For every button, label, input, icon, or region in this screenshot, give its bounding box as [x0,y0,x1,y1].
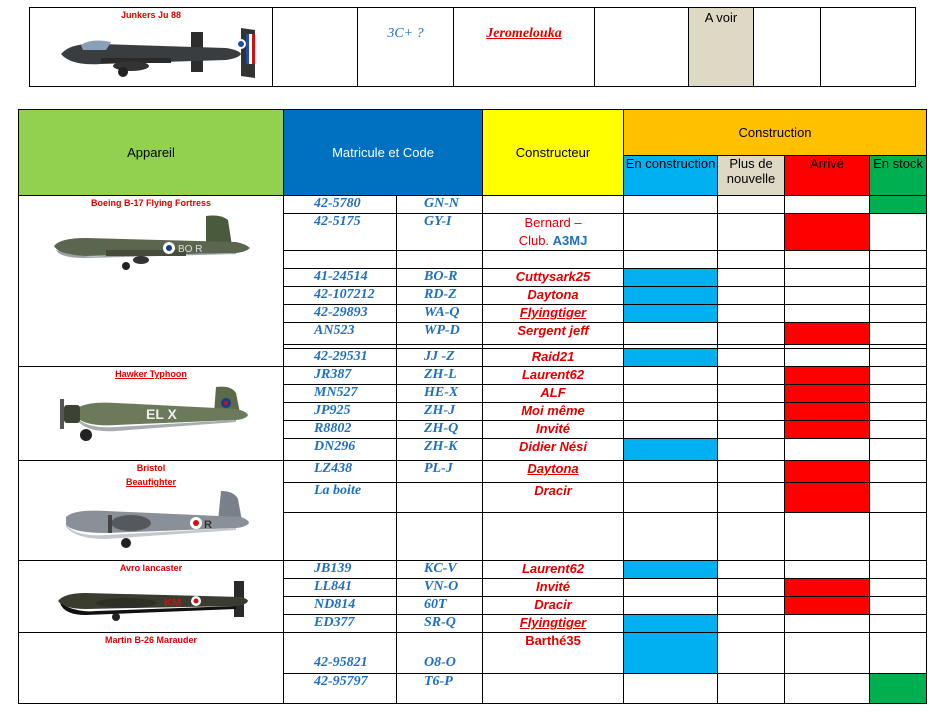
status-en-stock [870,597,927,615]
status-en-stock [870,251,927,269]
status-en-construction [624,251,718,269]
row-mat: LZ438 [284,461,397,483]
row-code: VN-O [397,579,483,597]
header-en-stock: En stock [870,156,927,196]
status-en-construction [624,323,718,345]
table-row [19,633,927,674]
top-builder: Jeromelouka [486,26,562,41]
builder-line-1: Bernard – [524,215,582,230]
b26-title: Martin B-26 Marauder [104,635,198,645]
status-arrive [785,421,870,439]
header-construction: Construction [624,110,927,156]
status-en-construction [624,269,718,287]
status-en-construction [624,196,718,214]
status-plus-de-nouvelle [718,251,785,269]
top-row-table [29,7,916,87]
status-arrive [785,323,870,345]
status-plus-de-nouvelle [718,367,785,385]
row-code: 60T [397,597,483,615]
junkers-cell [30,8,273,87]
header-matricule: Matricule et Code [284,110,483,196]
row-code: RD-Z [397,287,483,305]
row-builder: Sergent jeff [483,323,624,345]
status-plus-de-nouvelle [718,513,785,561]
row-builder: Daytona [483,287,624,305]
row-mat: 42-5175 [284,214,397,251]
builder-club: A3MJ [552,233,588,248]
status-plus-de-nouvelle [718,615,785,633]
row-builder: Didier Nési [483,439,624,461]
table-row [19,561,927,579]
b26-cell [19,633,284,704]
header-constructeur: Constructeur [483,110,624,196]
status-plus-de-nouvelle [718,561,785,579]
row-mat: R8802 [284,421,397,439]
status-plus-de-nouvelle [718,483,785,513]
row-code: O8-O [397,633,483,674]
row-code: ZH-K [397,439,483,461]
status-en-construction [624,403,718,421]
main-table [18,109,927,704]
status-plus-de-nouvelle [718,421,785,439]
status-en-construction [624,513,718,561]
typhoon-marking: EL X [146,406,177,422]
row-mat: AN523 [284,323,397,345]
row-mat [284,513,397,561]
status-plus-de-nouvelle [718,633,785,674]
row-mat: La boite [284,483,397,513]
status-en-construction [624,385,718,403]
status-plus-de-nouvelle [718,305,785,323]
row-builder: Invité [483,579,624,597]
b17-icon [46,210,256,280]
row-builder [483,251,624,269]
row-builder: Flyingtiger [483,305,624,323]
status-en-construction [624,367,718,385]
status-en-construction [624,461,718,483]
top-empty-1 [273,8,358,87]
status-arrive [785,461,870,483]
status-plus-de-nouvelle [718,196,785,214]
status-plus-de-nouvelle [718,323,785,345]
status-plus-de-nouvelle [718,269,785,287]
status-plus-de-nouvelle [718,674,785,704]
lancaster-icon [46,573,256,625]
status-plus-de-nouvelle [718,461,785,483]
typhoon-icon [46,379,256,449]
status-en-stock [870,579,927,597]
row-mat: 42-107212 [284,287,397,305]
row-builder: Daytona [483,461,624,483]
row-builder [483,513,624,561]
row-code: GY-I [397,214,483,251]
row-code: KC-V [397,561,483,579]
status-plus-de-nouvelle [718,403,785,421]
junkers-icon [41,20,261,80]
row-builder: ALF [483,385,624,403]
table-row [19,367,927,385]
row-code: ZH-L [397,367,483,385]
status-arrive [785,633,870,674]
b17-cell [19,196,284,367]
header-plus-de-nouvelle: Plus de nouvelle [718,156,785,196]
row-code: SR-Q [397,615,483,633]
status-plus-de-nouvelle [718,597,785,615]
row-code [397,251,483,269]
row-builder: Laurent62 [483,367,624,385]
status-arrive [785,615,870,633]
top-status: A voir [704,10,738,25]
table-row [19,461,927,483]
status-en-construction [624,305,718,323]
status-en-stock [870,439,927,461]
status-en-stock [870,483,927,513]
status-en-construction [624,421,718,439]
row-code [397,483,483,513]
status-en-stock [870,403,927,421]
status-arrive [785,513,870,561]
top-empty-3 [754,8,821,87]
status-arrive [785,597,870,615]
b17-marking: BO R [178,244,203,255]
row-code: BO-R [397,269,483,287]
status-en-stock [870,461,927,483]
top-empty-2 [595,8,689,87]
status-arrive [785,269,870,287]
lanc-marking: KM [164,597,182,609]
top-status-cell [689,8,754,87]
beau-cell [19,461,284,561]
row-builder: Barthé35 [483,633,624,674]
status-en-stock [870,385,927,403]
top-builder-cell [454,8,595,87]
row-code: ZH-J [397,403,483,421]
row-builder [483,214,624,251]
row-mat [284,251,397,269]
status-en-construction [624,561,718,579]
row-builder: Dracir [483,483,624,513]
status-en-construction [624,597,718,615]
status-arrive [785,305,870,323]
status-en-construction [624,615,718,633]
row-builder: Raid21 [483,349,624,367]
row-mat: ND814 [284,597,397,615]
row-mat: ED377 [284,615,397,633]
row-builder: Cuttysark25 [483,269,624,287]
status-plus-de-nouvelle [718,214,785,251]
status-arrive [785,349,870,367]
status-en-construction [624,439,718,461]
typhoon-cell [19,367,284,461]
status-en-stock [870,513,927,561]
status-arrive [785,196,870,214]
status-plus-de-nouvelle [718,439,785,461]
status-arrive [785,214,870,251]
b17-title: Boeing B-17 Flying Fortress [90,198,212,208]
status-plus-de-nouvelle [718,385,785,403]
row-builder [483,674,624,704]
status-arrive [785,403,870,421]
status-en-stock [870,633,927,674]
status-en-stock [870,323,927,345]
status-arrive [785,439,870,461]
row-code: ZH-Q [397,421,483,439]
row-mat: DN296 [284,439,397,461]
row-mat: JR387 [284,367,397,385]
lanc-title: Avro lancaster [119,563,183,573]
status-en-construction [624,214,718,251]
status-plus-de-nouvelle [718,287,785,305]
row-builder: Invité [483,421,624,439]
beaufighter-icon [46,487,256,557]
status-plus-de-nouvelle [718,579,785,597]
status-en-stock [870,287,927,305]
header-arrive: Arrivé [785,156,870,196]
row-code: T6-P [397,674,483,704]
status-en-stock [870,214,927,251]
status-en-construction [624,674,718,704]
row-code: JJ -Z [397,349,483,367]
top-code-cell [358,8,454,87]
row-mat: 42-29893 [284,305,397,323]
row-mat: JB139 [284,561,397,579]
row-code: WA-Q [397,305,483,323]
status-arrive [785,579,870,597]
status-arrive [785,674,870,704]
status-arrive [785,483,870,513]
status-arrive [785,385,870,403]
row-mat: 42-95797 [284,674,397,704]
status-en-stock [870,367,927,385]
status-en-stock [870,305,927,323]
status-arrive [785,561,870,579]
row-builder [483,196,624,214]
row-code: GN-N [397,196,483,214]
row-mat: MN527 [284,385,397,403]
builder-line-2: Club. [518,233,553,248]
top-empty-4 [821,8,916,87]
row-mat: 42-29531 [284,349,397,367]
status-en-stock [870,615,927,633]
row-mat: 41-24514 [284,269,397,287]
row-mat: 42-5780 [284,196,397,214]
row-code [397,513,483,561]
status-arrive [785,287,870,305]
row-mat: LL841 [284,579,397,597]
status-en-stock [870,349,927,367]
status-en-stock [870,421,927,439]
row-mat: 42-95821 [284,633,397,674]
row-mat: JP925 [284,403,397,421]
status-en-construction [624,633,718,674]
top-code: 3C+ ? [387,26,424,41]
row-builder: Flyingtiger [483,615,624,633]
status-plus-de-nouvelle [718,349,785,367]
row-builder: Moi même [483,403,624,421]
status-en-construction [624,287,718,305]
status-en-stock [870,196,927,214]
header-appareil: Appareil [19,110,284,196]
status-en-construction [624,579,718,597]
beau-title-2: Beaufighter [125,477,176,487]
row-builder: Laurent62 [483,561,624,579]
header-en-construction: En construction [624,156,718,196]
status-en-stock [870,269,927,287]
status-en-construction [624,483,718,513]
row-code: HE-X [397,385,483,403]
typhoon-title: Hawker Typhoon [115,369,187,379]
status-en-construction [624,349,718,367]
table-row [19,196,927,214]
row-code: WP-D [397,323,483,345]
status-en-stock [870,561,927,579]
row-builder: Dracir [483,597,624,615]
junkers-title: Junkers Ju 88 [120,10,182,20]
lanc-cell [19,561,284,633]
status-en-stock [870,674,927,704]
beau-title-1: Bristol [136,463,166,473]
status-arrive [785,367,870,385]
row-code: PL-J [397,461,483,483]
beau-marking: R [204,519,212,531]
status-arrive [785,251,870,269]
